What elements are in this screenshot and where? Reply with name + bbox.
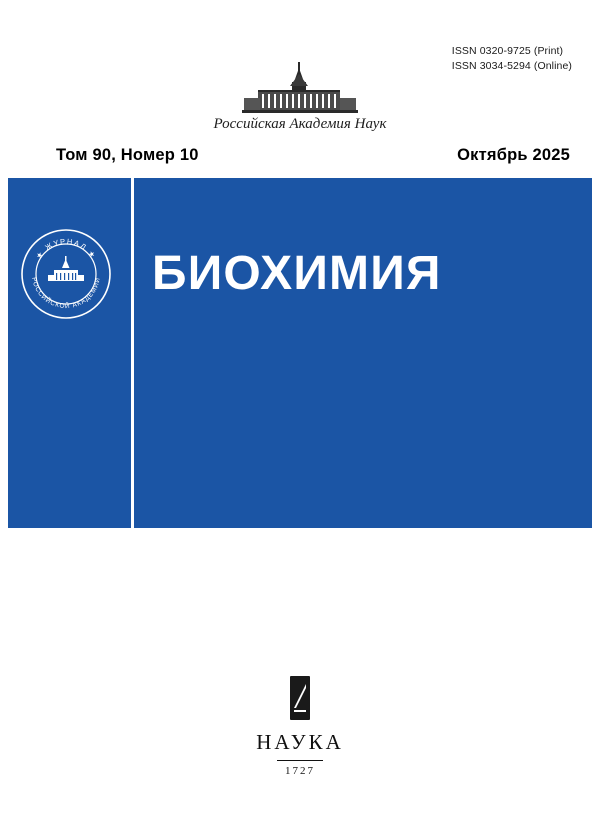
publisher-block xyxy=(0,674,600,777)
publisher-rule xyxy=(277,760,323,761)
issue-date: Октябрь 2025 xyxy=(457,146,570,164)
issn-online: ISSN 3034-5294 (Online) xyxy=(451,60,572,72)
journal-seal xyxy=(20,228,112,320)
russian-academy-of-sciences-emblem xyxy=(0,56,600,141)
seal-top-text: ★ ЖУРНАЛ ★ xyxy=(33,236,99,261)
seal-bottom-text: РОССИЙСКОЙ АКАДЕМИИ xyxy=(30,276,102,311)
academy-emblem-caption: Российская Академия Наук xyxy=(213,116,387,132)
publisher-founded-year: 1727 xyxy=(285,765,315,777)
issn-print: ISSN 0320-9725 (Print) xyxy=(451,45,564,57)
nauka-logo-icon xyxy=(282,674,318,722)
volume-date-line xyxy=(0,146,600,170)
publisher-name: НАУКА xyxy=(256,730,344,754)
banner-divider xyxy=(131,178,134,528)
journal-title: БИОХИМИЯ xyxy=(152,247,442,300)
volume-issue: Том 90, Номер 10 xyxy=(56,146,199,164)
